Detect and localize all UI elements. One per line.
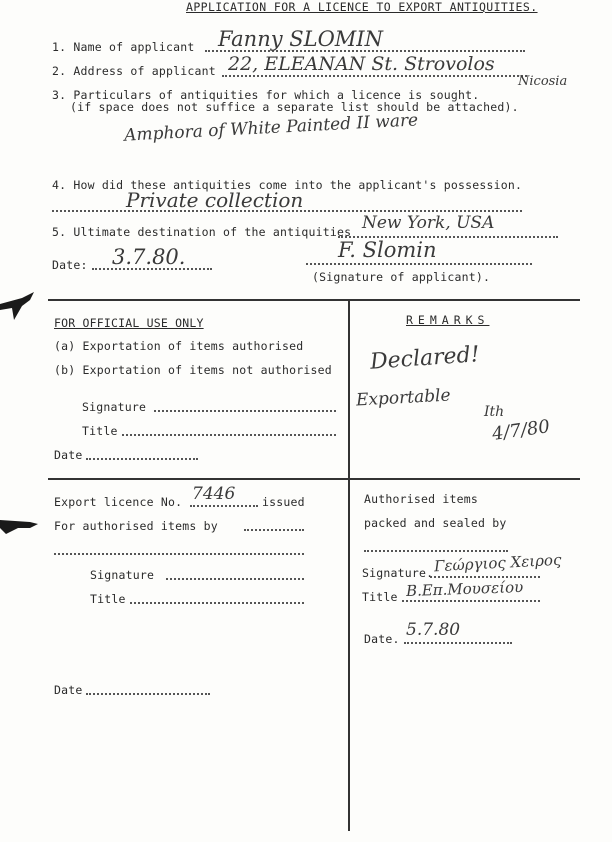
exportation-authorised: (a) Exportation of items authorised <box>54 339 304 353</box>
date-label: Date: <box>52 258 88 272</box>
remarks-initials[interactable]: Ith <box>484 404 505 420</box>
packed-by-line[interactable] <box>364 550 508 552</box>
licence-for-authorised-line[interactable] <box>244 529 304 531</box>
official-date-label: Date <box>54 448 83 462</box>
particulars-value[interactable]: Amphora of White Painted II ware <box>123 110 419 146</box>
destination-label: 5. Ultimate destination of the antiquities <box>52 225 352 239</box>
binder-mark-icon <box>0 514 38 538</box>
licence-for-authorised-label: For authorised items by <box>54 519 218 533</box>
licence-title-line[interactable] <box>130 602 304 604</box>
official-signature-line[interactable] <box>154 410 336 412</box>
packed-date-line <box>404 642 512 644</box>
packed-title-label: Title <box>362 590 398 604</box>
licence-number[interactable]: 7446 <box>192 484 236 504</box>
form-title: APPLICATION FOR A LICENCE TO EXPORT ANTIQUITIES. <box>186 0 538 14</box>
packed-signature-value[interactable]: Γεώργιος Χειρος <box>433 550 562 576</box>
remarks-header: REMARKS <box>406 313 490 327</box>
applicant-signature-value[interactable]: F. Slomin <box>338 238 437 262</box>
applicant-address-label: 2. Address of applicant <box>52 64 216 78</box>
packed-signature-label: Signature. <box>362 566 434 580</box>
exportation-not-authorised: (b) Exportation of items not authorised <box>54 363 332 377</box>
licence-label-suffix: issued <box>262 495 305 509</box>
official-title-label: Title <box>82 424 118 438</box>
applicant-name-label: 1. Name of applicant <box>52 40 195 54</box>
applicant-name-value[interactable]: Fanny SLOMIN <box>218 27 383 51</box>
possession-value[interactable]: Private collection <box>126 188 304 212</box>
official-box-middle-border <box>48 478 580 480</box>
licence-label-prefix: Export licence No. <box>54 495 183 509</box>
licence-number-line <box>190 505 258 507</box>
packed-date-label: Date. <box>364 632 400 646</box>
particulars-label-1: 3. Particulars of antiquities for which a licence is sought. <box>52 88 480 102</box>
particulars-label-2: (if space does not suffice a separate list should be attached). <box>70 100 519 114</box>
packed-signature-line <box>430 576 540 578</box>
licence-title-label: Title <box>90 592 126 606</box>
licence-date-line[interactable] <box>86 693 210 695</box>
packed-title-line <box>402 600 540 602</box>
binder-mark-icon <box>0 292 36 322</box>
date-value[interactable]: 3.7.80. <box>112 245 186 269</box>
licence-signature-label: Signature <box>90 568 155 582</box>
packed-title-value[interactable]: Β.Επ.Μουσείου <box>405 577 524 601</box>
official-use-header: FOR OFFICIAL USE ONLY <box>54 316 204 330</box>
official-title-line[interactable] <box>122 434 336 436</box>
official-date-line[interactable] <box>86 458 198 460</box>
applicant-address-line <box>222 75 527 77</box>
official-box-top-border <box>48 299 580 301</box>
official-signature-label: Signature <box>82 400 147 414</box>
official-box-center-divider <box>348 300 350 831</box>
applicant-address-value[interactable]: 22, ELEANAN St. Strovolos <box>228 53 495 75</box>
remarks-date[interactable]: 4/7/80 <box>490 416 552 445</box>
destination-value[interactable]: New York, USA <box>362 213 495 233</box>
applicant-signature-line <box>306 263 532 265</box>
licence-signature-line[interactable] <box>166 578 304 580</box>
licence-blank-line[interactable] <box>54 553 304 555</box>
packed-label-2: packed and sealed by <box>364 516 507 530</box>
applicant-signature-caption: (Signature of applicant). <box>312 270 491 284</box>
remarks-exportable[interactable]: Exportable <box>355 385 452 411</box>
licence-date-label: Date <box>54 683 83 697</box>
applicant-address-city[interactable]: Nicosia <box>518 74 568 89</box>
packed-date-value[interactable]: 5.7.80 <box>406 620 461 640</box>
possession-label: 4. How did these antiquities come into the applicant's possession. <box>52 178 523 192</box>
remarks-declared[interactable]: Declared! <box>369 342 481 375</box>
packed-label-1: Authorised items <box>364 492 478 506</box>
